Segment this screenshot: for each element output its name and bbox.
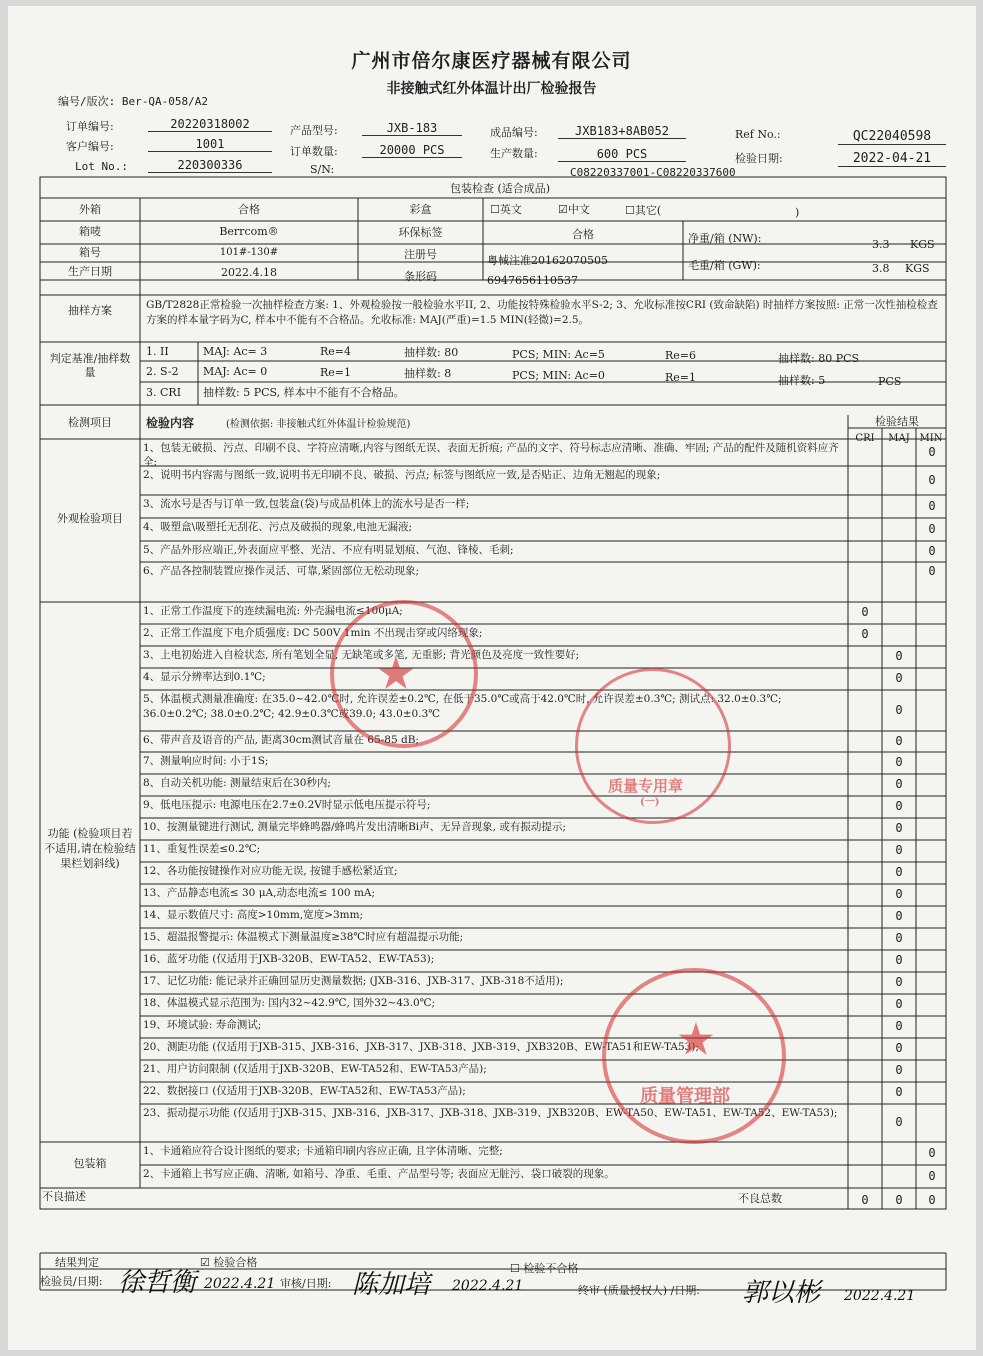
function-result-maj: 0: [895, 733, 903, 748]
inspector-label: 检验员/日期:: [40, 1275, 103, 1288]
defect-count-label: 不良总数: [738, 1192, 782, 1205]
prod-qty: 600 PCS: [558, 147, 686, 162]
insp-date-label: 检验日期:: [735, 152, 783, 165]
appearance-item: 2、说明书内容需与图纸一致,说明书无印刷不良、破损、污点; 标签与图纸应一致,是否贴正、边角无翘起的现象;: [143, 469, 661, 481]
final-date: 2022.4.21: [844, 1288, 916, 1304]
gross-kgs: KGS: [905, 262, 930, 275]
function-item: 10、按测量键进行测试, 测量完毕蜂鸣器/蜂鸣片发出清晰Bi声、无异音现象, 或有振动提示;: [143, 821, 566, 833]
model: JXB-183: [362, 121, 462, 136]
level-3-text: 抽样数: 5 PCS, 样本中不能有不合格品。: [203, 386, 405, 399]
function-result-maj: 0: [895, 887, 903, 901]
barcode-value: 6947656110537: [487, 274, 578, 287]
function-item: 2、正常工作温度下电介质强度: DC 500V 1min 不出现击穿或闪络现象;: [143, 627, 483, 639]
function-result-maj: 0: [895, 777, 903, 791]
report-title: 非接触式红外体温计出厂检验报告: [386, 81, 597, 97]
function-item: 17、记忆功能: 能记录并正确回显历史测量数据; (JXB-316、JXB-317、JXB-318不适用);: [143, 975, 564, 987]
function-item: 12、各功能按键操作对应功能无误, 按键手感松紧适宜;: [143, 865, 398, 877]
function-result-maj: 0: [895, 931, 903, 945]
pdate-label: 生产日期: [68, 265, 112, 278]
function-label: 功能 (检验项目若不适用,请在检验结果栏划斜线): [44, 827, 136, 870]
function-item: 1、正常工作温度下的连续漏电流: 外壳漏电流≤100μA;: [143, 605, 403, 617]
appearance-result-min: 0: [928, 564, 936, 578]
final-label: 终审 (质量授权人) /日期:: [578, 1284, 700, 1297]
appearance-item: 5、产品外形应端正,外表面应平整、光洁、不应有明显划痕、气泡、锋棱、毛刺;: [143, 544, 514, 556]
level-2-maj: MAJ: Ac= 0: [203, 365, 268, 378]
order-no-label: 订单编号:: [66, 120, 114, 133]
function-item: 8、自动关机功能: 测量结束后在30秒内;: [143, 777, 331, 789]
qty-label: 订单数量:: [290, 145, 338, 158]
appearance-item: 4、吸塑盒\吸塑托无刮花、污点及破损的现象,电池无漏液;: [143, 521, 413, 533]
reg-label: 注册号: [404, 248, 437, 261]
function-item: 18、体温模式显示范围为: 国内32~42.9℃, 国外32~43.0℃;: [143, 997, 436, 1009]
defect-label: 不良描述: [42, 1190, 86, 1203]
level-2-re: Re=1: [320, 366, 352, 379]
function-result-maj: 0: [895, 1063, 903, 1077]
appearance-result-min: 0: [928, 498, 936, 513]
function-item: 13、产品静态电流≤ 30 μA,动态电流≤ 100 mA;: [143, 887, 376, 899]
prod-qty-label: 生产数量:: [490, 147, 538, 160]
opt-english: ☐英文: [490, 203, 522, 216]
result-header: 检验结果: [875, 415, 919, 428]
level-2-min: PCS; MIN: Ac=0: [512, 369, 605, 382]
package-box-label: 包装箱: [73, 1157, 107, 1170]
customer-label: 客户编号:: [66, 140, 114, 153]
function-item: 11、重复性误差≤0.2℃;: [143, 843, 261, 855]
env-value: 合格: [572, 228, 594, 241]
level-1-re2: Re=6: [665, 349, 697, 362]
function-result-maj: 0: [895, 865, 903, 879]
customer-no: 1001: [148, 137, 272, 152]
function-result-maj: 0: [895, 1041, 903, 1055]
level-3: 3. CRI: [146, 386, 182, 399]
function-item: 22、数据接口 (仅适用于JXB-320B、EW-TA52和、EW-TA53产品);: [143, 1085, 466, 1097]
function-item: 3、上电初始进入自检状态, 所有笔划全显, 无缺笔或多笔, 无重影; 背光颜色及亮度一致性要好;: [143, 649, 580, 661]
function-result-maj: 0: [895, 997, 903, 1011]
function-result-maj: 0: [895, 799, 903, 813]
result-label: 结果判定: [55, 1256, 99, 1269]
pdate-value: 2022.4.18: [221, 266, 277, 279]
mark-value: Berrcom®: [219, 225, 279, 238]
opt-other-close: ): [795, 206, 800, 219]
package_box-result-min: 0: [928, 1168, 936, 1183]
level-2-pcs: PCS: [878, 375, 902, 388]
reg-value: 粤械注准20162070505: [487, 254, 608, 267]
sampling-text: GB/T2828正常检验一次抽样检查方案: 1、外观检验按一般检验水平II, 2、功能按特殊检验水平S-2; 3、允收标准按CRI (致命缺陷) 时抽样方案按照: 正常一次性抽检检查方案的样本量字码为C, 样本中不能有不合格品。允收标准: MAJ(严重)=1.5 MIN(轻微)=2.5。: [146, 299, 938, 326]
level-2-n: 抽样数: 8: [404, 367, 452, 380]
net-kgs: KGS: [910, 238, 935, 251]
level-1-re: Re=4: [320, 345, 352, 358]
defect-min: 0: [928, 1193, 936, 1207]
result-pass: ☑ 检验合格: [200, 1256, 258, 1269]
product-no-label: 成品编号:: [490, 126, 538, 139]
qc-dept-stamp: ★ 质量管理部: [602, 968, 786, 1144]
function-result-cri: 0: [861, 605, 869, 619]
level-1: 1. II: [146, 345, 169, 358]
maj-header: MAJ: [888, 433, 910, 444]
function-item: 20、测距功能 (仅适用于JXB-315、JXB-316、JXB-317、JXB-318、JXB-319、JXB320B、EW-TA51和EW-TA53);: [143, 1041, 699, 1053]
packing-section-title: 包装检查 (适合成品): [449, 182, 551, 195]
reviewer-signature: 陈加培: [352, 1270, 431, 1300]
min-header: MIN: [919, 433, 943, 444]
ref-no: QC22040598: [838, 129, 946, 145]
quality-seal-stamp: [575, 668, 731, 824]
ref-label: Ref No.:: [735, 128, 781, 141]
function-result-maj: 0: [895, 755, 903, 769]
function-item: 23、振动提示功能 (仅适用于JXB-315、JXB-316、JXB-317、JXB-318、JXB-319、JXB320B、EW-TA50、EW-TA51、EW-TA52、EW-TA53);: [143, 1107, 838, 1119]
level-1-maj: MAJ: Ac= 3: [203, 345, 268, 358]
reviewer-label: 审核/日期:: [280, 1277, 332, 1290]
final-signature: 郭以彬: [742, 1278, 821, 1308]
appearance-item: 3、流水号是否与订单一致,包装盒(袋)与成品机体上的流水号是否一样;: [143, 498, 470, 510]
function-result-maj: 0: [895, 843, 903, 857]
qc-dept-text: 质量管理部: [640, 1086, 730, 1107]
sn-range: C08220337001-C08220337600: [570, 166, 736, 179]
sn-label: S/N:: [310, 163, 335, 176]
box-no-value: 101#-130#: [219, 247, 279, 258]
package_box-result-min: 0: [928, 1145, 936, 1160]
col-item-header: 检测项目: [68, 416, 112, 429]
sampling-label: 抽样方案: [68, 304, 112, 317]
company-name: 广州市倍尔康医疗器械有限公司: [351, 50, 632, 72]
col-content-header: 检验内容: [146, 416, 195, 430]
reviewer-date: 2022.4.21: [452, 1278, 524, 1294]
appearance-result-min: 0: [928, 543, 936, 558]
level-2-re2: Re=1: [665, 371, 697, 384]
function-item: 5、体温模式测量准确度: 在35.0~42.0℃时, 允许误差±0.2℃, 在低于35.0℃或高于42.0℃时, 允许误差±0.3℃; 测试点: 32.0±0.3℃; 36.0±0.2℃; 38.0±0.2℃; 42.9±0.3℃或39.0; 43.0±0.3℃: [143, 693, 782, 720]
lot-no: 220300336: [148, 158, 272, 173]
net-weight: 3.3: [872, 238, 890, 251]
order-qty: 20000 PCS: [362, 143, 462, 158]
appearance-result-min: 0: [928, 444, 936, 459]
order-no: 20220318002: [148, 117, 272, 132]
appearance-label: 外观检验项目: [57, 512, 123, 525]
level-1-n: 抽样数: 80: [404, 346, 459, 359]
function-item: 9、低电压提示: 电源电压在2.7±0.2V时显示低电压提示符号;: [143, 799, 431, 811]
basis-note: (检测依据: 非接触式红外体温计检验规范): [226, 419, 411, 430]
appearance-item: 6、产品各控制装置应操作灵活、可靠,紧固部位无松动现象;: [143, 565, 420, 577]
lot-label: Lot No.:: [75, 160, 128, 173]
net-weight-label: 净重/箱 (NW):: [688, 232, 762, 245]
defect-maj: 0: [895, 1193, 903, 1207]
outer-box-value: 合格: [238, 203, 260, 216]
gross-weight-label: 毛重/箱 (GW):: [688, 259, 761, 272]
function-item: 14、显示数值尺寸: 高度>10mm,宽度>3mm;: [143, 909, 364, 921]
level-2-n2: 抽样数: 5: [778, 374, 826, 387]
function-result-maj: 0: [895, 1085, 903, 1099]
function-result-maj: 0: [895, 821, 903, 835]
package_box-item: 1、卡通箱应符合设计图纸的要求; 卡通箱印刷内容应正确, 且字体清晰、完整;: [143, 1145, 503, 1157]
outer-box-label: 外箱: [79, 203, 101, 216]
appearance-item: 1、包装无破损、污点、印刷不良、字符应清晰,内容与图纸无误、表面无折痕; 产品的文字、符号标志应清晰、准确、牢固; 产品的配件及随机资料应齐全;: [143, 442, 839, 466]
appearance-result-min: 0: [928, 472, 936, 487]
quality-seal-sub: (一): [640, 797, 660, 808]
function-item: 15、超温报警提示: 体温模式下测量温度≥38℃时应有超温提示功能;: [143, 931, 464, 943]
function-item: 6、带声音及语音的产品, 距离30cm测试音量在 65-85 dB;: [143, 734, 419, 746]
level-2: 2. S-2: [146, 365, 179, 378]
level-1-min: PCS; MIN: Ac=5: [512, 348, 605, 361]
opt-other: ☐其它(: [625, 204, 662, 217]
mark-label: 箱唛: [79, 225, 101, 238]
function-result-maj: 0: [895, 1115, 903, 1129]
color-box-label: 彩盒: [409, 203, 432, 216]
function-item: 4、显示分辨率达到0.1℃;: [143, 671, 266, 683]
inspector-signature: 徐哲衡: [118, 1268, 197, 1298]
function-item: 21、用户访问限制 (仅适用于JXB-320B、EW-TA52和、EW-TA53产品);: [143, 1063, 487, 1075]
gross-weight: 3.8: [872, 262, 890, 275]
defect-cri: 0: [861, 1193, 869, 1207]
function-result-maj: 0: [895, 649, 903, 663]
function-result-maj: 0: [895, 909, 903, 923]
model-label: 产品型号:: [290, 124, 338, 137]
function-result-maj: 0: [895, 1019, 903, 1033]
result-fail: ☐ 检验不合格: [510, 1262, 579, 1275]
insp-date: 2022-04-21: [838, 151, 946, 167]
package_box-item: 2、卡通箱上书写应正确、清晰, 如箱号、净重、毛重、产品型号等; 表面应无脏污、袋口破裂的现象。: [143, 1168, 615, 1180]
function-item: 16、蓝牙功能 (仅适用于JXB-320B、EW-TA52、EW-TA53);: [143, 953, 435, 965]
appearance-result-min: 0: [928, 521, 936, 536]
function-result-maj: 0: [895, 671, 903, 685]
function-result-maj: 0: [895, 702, 903, 717]
opt-chinese: ☑中文: [558, 203, 590, 216]
doc-number: 编号/版次: Ber-QA-058/A2: [58, 95, 208, 108]
level-1-n2: 抽样数: 80 PCS: [778, 352, 860, 365]
function-item: 7、测量响应时间: 小于1S;: [143, 755, 269, 767]
env-label: 环保标签: [398, 226, 443, 239]
inspector-date: 2022.4.21: [204, 1276, 276, 1292]
box-no-label: 箱号: [79, 246, 101, 259]
function-result-maj: 0: [895, 953, 903, 967]
company-seal-stamp: ★: [330, 600, 478, 748]
quality-seal-text: 质量专用章: [608, 777, 684, 795]
function-result-cri: 0: [861, 627, 869, 641]
barcode-label: 条形码: [404, 270, 437, 283]
cri-header: CRI: [855, 433, 875, 444]
function-item: 19、环境试验: 寿命测试;: [143, 1019, 262, 1031]
product-no: JXB183+8AB052: [558, 124, 686, 139]
function-result-maj: 0: [895, 975, 903, 989]
judgement-label: 判定基准/抽样数量: [49, 352, 131, 379]
